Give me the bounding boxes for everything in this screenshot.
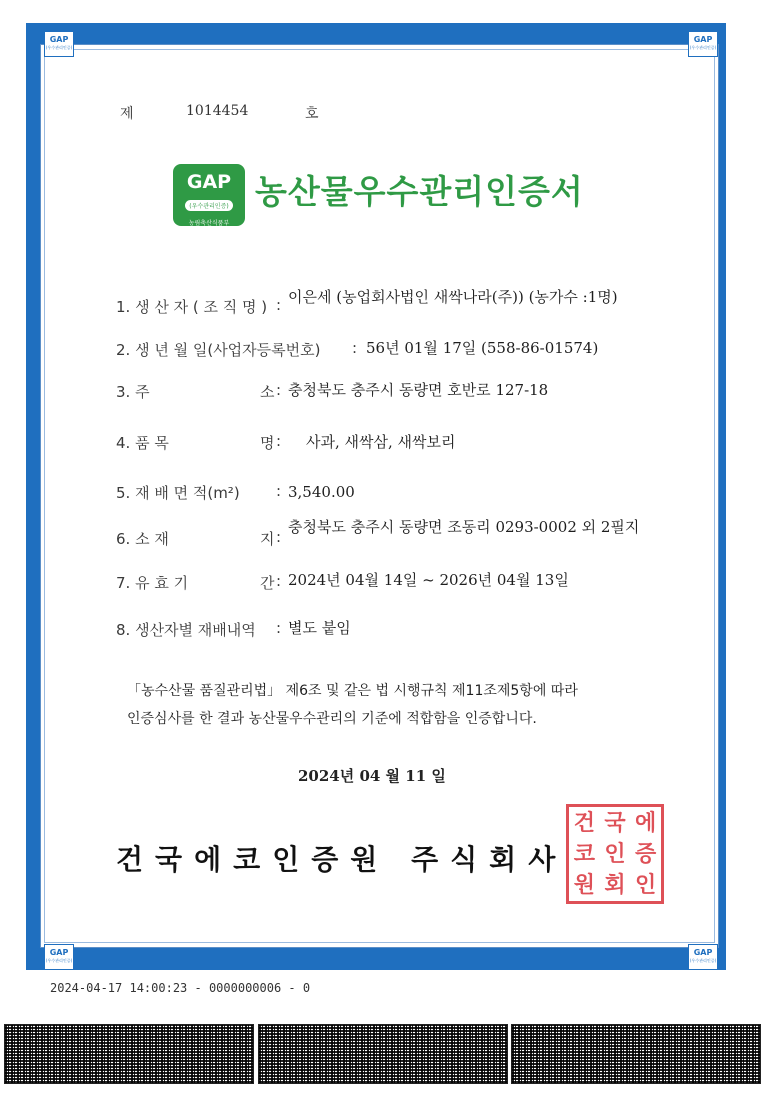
field-value-validity: 2024년 04월 14일 ~ 2026년 04월 13일 (288, 571, 569, 589)
gap-icon: GAP (693, 35, 713, 44)
security-barcode-icon (511, 1024, 761, 1084)
security-barcode-icon (258, 1024, 508, 1084)
gap-logo: GAP (우수관리인증) 농림축산식품부 (173, 164, 245, 226)
gap-icon: GAP (49, 35, 69, 44)
print-timestamp: 2024-04-17 14:00:23 - 0000000006 - 0 (50, 981, 311, 995)
field-label-validity-end: 간 (260, 574, 275, 592)
cert-number: 1014454 (186, 103, 249, 119)
issue-date: 2024년 04 월 11 일 (298, 767, 446, 785)
field-value-area: 3,540.00 (288, 483, 355, 501)
official-seal-icon: 건 국 에 코 인 증 원 회 인 (566, 804, 664, 904)
field-value-address: 충청북도 충주시 동량면 호반로 127-18 (288, 381, 549, 399)
cert-number-prefix: 제 (120, 106, 134, 122)
field-label-area: 5. 재 배 면 적(m²) (116, 484, 240, 502)
gap-corner-badge-top-right: GAP (우수관리인증) (688, 31, 718, 57)
field-value-cultivation: 별도 붙임 (288, 619, 351, 637)
security-barcode-icon (4, 1024, 254, 1084)
gap-corner-badge-top-left: GAP (우수관리인증) (44, 31, 74, 57)
statement-line-2: 인증심사를 한 결과 농산물우수관리의 기준에 적합함을 인증합니다. (127, 711, 537, 727)
field-label-address: 3. 주 (116, 383, 150, 401)
gap-icon: GAP (693, 948, 713, 957)
field-value-location: 충청북도 충주시 동량면 조동리 0293-0002 외 2필지 (288, 518, 640, 536)
gap-logo-icon: GAP (186, 171, 232, 193)
statement-line-1: 「농수산물 품질관리법」 제6조 및 같은 법 시행규칙 제11조제5항에 따라 (127, 683, 578, 699)
issuer-name: 건국에코인증원 주식회사 (116, 843, 568, 876)
field-label-validity: 7. 유 효 기 (116, 574, 189, 592)
field-label-location: 6. 소 재 (116, 530, 169, 548)
field-value-birthdate: 56년 01월 17일 (558-86-01574) (366, 339, 599, 357)
field-label-item: 4. 품 목 (116, 434, 169, 452)
field-label-cultivation: 8. 생산자별 재배내역 (116, 621, 256, 639)
field-label-location-end: 지 (260, 530, 275, 548)
cert-number-suffix: 호 (305, 106, 319, 122)
certificate-title: 농산물우수관리인증서 (255, 172, 584, 211)
field-label-producer: 1. 생 산 자 ( 조 직 명 ) (116, 298, 268, 316)
field-label-address-end: 소 (260, 383, 275, 401)
field-label-item-end: 명 (260, 434, 275, 452)
field-label-birthdate: 2. 생 년 월 일(사업자등록번호) (116, 341, 321, 359)
gap-corner-badge-bottom-left: GAP (우수관리인증) (44, 944, 74, 970)
gap-corner-badge-bottom-right: GAP (우수관리인증) (688, 944, 718, 970)
gap-icon: GAP (49, 948, 69, 957)
field-value-item: 사과, 새싹삼, 새싹보리 (306, 433, 456, 451)
field-value-producer: 이은세 (농업회사법인 새싹나라(주)) (농가수 :1명) (288, 288, 618, 306)
